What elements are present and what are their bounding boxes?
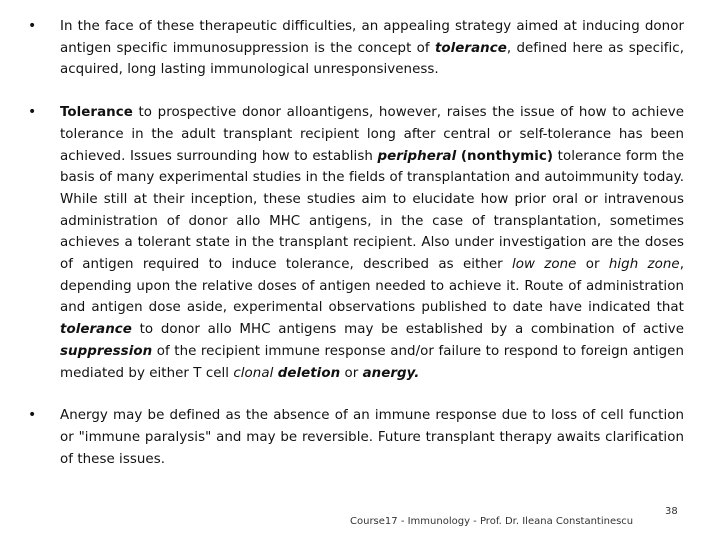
text-run: , defined here as specific, acquired, long lasting immunological unresponsiveness. — [60, 40, 684, 78]
text-run: to prospective donor alloantigens, however, raises the issue of how to achieve tolerance in the adult transplant recipient long after central or self-tolerance has been achieved. Issues surrounding how to establish — [60, 105, 684, 164]
text-run: or — [340, 365, 363, 381]
emphasis-run: peripheral — [377, 148, 457, 164]
emphasis-run: deletion — [277, 365, 341, 381]
page-number: 38 — [665, 506, 678, 517]
emphasis-run: anergy. — [362, 365, 420, 381]
emphasis-run: tolerance — [434, 40, 507, 56]
emphasis-run: Tolerance — [60, 105, 133, 121]
emphasis-run: tolerance — [60, 322, 132, 338]
emphasis-run: suppression — [60, 343, 153, 359]
text-run: tolerance form the basis of many experimental studies in the fields of transplantation and autoimmunity today. While still at their inception, these studies aim to elucidate how prior oral or intravenous administration of donor allo MHC antigens, in the case of transplantation, sometimes achieves a tolerant state in the transplant recipient. Also under investigation are the doses of antigen required to induce tolerance, described as either — [60, 148, 685, 273]
paragraph-3 — [60, 405, 684, 470]
emphasis-run: high zone — [608, 257, 680, 273]
paragraph-2 — [60, 102, 684, 384]
text-run: Anergy may be defined as the absence of an immune response due to loss of cell function or "immune paralysis" and may be reversible. Future transplant therapy awaits clarification of these issues. — [60, 408, 684, 467]
text-run: to donor allo MHC antigens may be established by a combination of active — [131, 322, 684, 338]
bullet-item-2 — [22, 102, 684, 384]
text-run: In the face of these therapeutic difficulties, an appealing strategy aimed at inducing donor antigen specific immunosuppression is the concept of — [60, 19, 684, 56]
paragraph-1 — [60, 16, 684, 81]
text-run: , depending upon the relative doses of antigen needed to achieve it. Route of administration and antigen dose aside, experimental observations published to date have indicated that — [60, 257, 685, 316]
bullet-marker: • — [28, 407, 37, 424]
bullet-item-1 — [22, 16, 684, 81]
text-run: or — [576, 257, 609, 273]
bullet-item-3 — [22, 405, 684, 470]
bullet-marker: • — [28, 18, 37, 34]
emphasis-run: (nonthymic) — [460, 148, 554, 164]
bullet-list — [22, 16, 684, 470]
text-run: of the recipient immune response and/or failure to respond to foreign antigen mediated by either T cell — [60, 343, 684, 381]
emphasis-run: low zone — [512, 257, 577, 273]
bullet-marker: • — [28, 104, 37, 121]
footer-course-label: Course17 - Immunology - Prof. Dr. Ileana Constantinescu — [350, 516, 634, 527]
emphasis-run: clonal — [233, 365, 274, 381]
